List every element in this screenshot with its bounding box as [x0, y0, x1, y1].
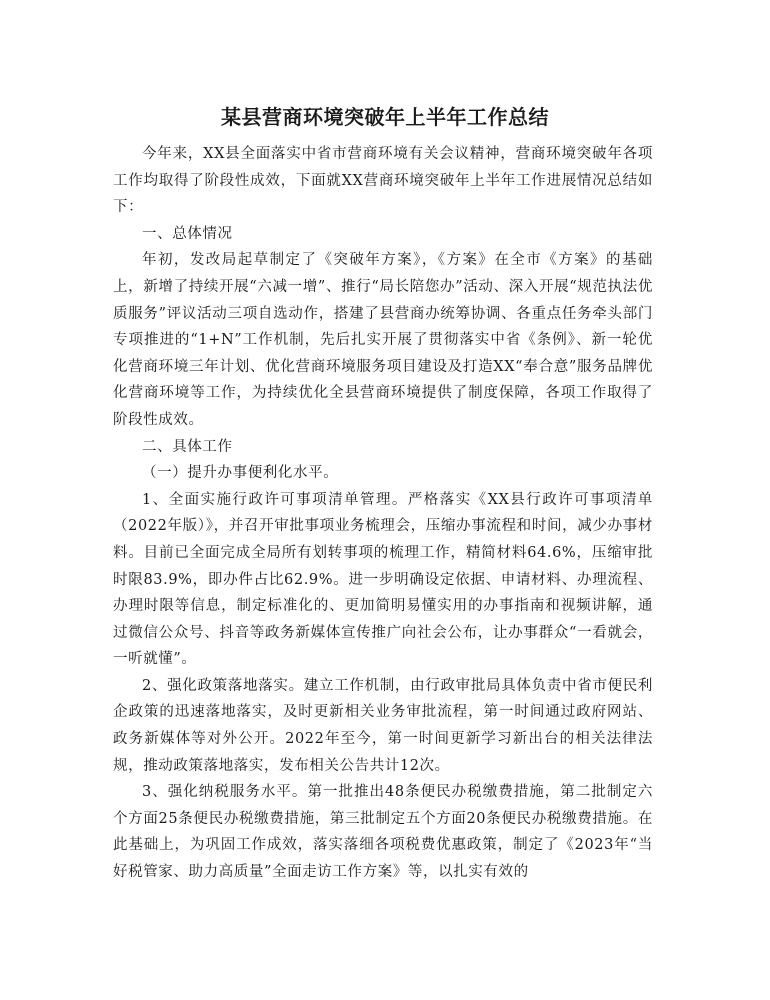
intro-paragraph: 今年来，XX县全面落实中省市营商环境有关会议精神，营商环境突破年各项工作均取得了阶段性成效，下面就XX营商环境突破年上半年工作进展情况总结如下：	[113, 146, 653, 216]
section-2-item-1: 1、全面实施行政许可事项清单管理。严格落实《XX县行政许可事项清单（2022年版）》，并召开审批事项业务梳理会，压缩办事流程和时间，减少办事材料。目前已全面完成全局所有划转事项的梳理工作，精简材料64.6%，压缩审批时限83.9%，即办件占比62.9%。进一步明确设定依据、申请材料、办理流程、办理时限等信息，制定标准化的、更加简明易懂实用的办事指南和视频讲解，通过微信公众号、抖音等政务新媒体宣传推广向社会公布，让办事群众“一看就会，一听就懂”。	[113, 491, 653, 668]
document-title: 某县营商环境突破年上半年工作总结	[221, 105, 549, 129]
section-1-heading: 一、总体情况	[142, 225, 233, 242]
document-body	[113, 141, 653, 886]
section-1-paragraph: 年初，发改局起草制定了《突破年方案》，《方案》在全市《方案》的基础上，新增了持续开展“六减一增”、推行“局长陪您办”活动、深入开展“规范执法优质服务”评议活动三项自选动作，搭建了县营商办统筹协调、各重点任务牵头部门专项推进的“1+N”工作机制，先后扎实开展了贯彻落实中省《条例》、新一轮优化营商环境三年计划、优化营商环境服务项目建设及打造XX“奉合意”服务品牌优化营商环境等工作，为持续优化全县营商环境提供了制度保障，各项工作取得了阶段性成效。	[113, 252, 653, 428]
section-2-item-3: 3、强化纳税服务水平。第一批推出48条便民办税缴费措施，第二批制定六个方面25条便民办税缴费措施，第三批制定五个方面20条便民办税缴费措施。在此基础上，为巩固工作成效，落实落细各项税费优惠政策，制定了《2023年“当好税管家、助力高质量”全面走访工作方案》等，以扎实有效的	[113, 784, 653, 881]
section-2-subheading: （一）提升办事便利化水平。	[142, 465, 339, 482]
section-2-heading: 二、具体工作	[142, 438, 233, 455]
section-2-item-2: 2、强化政策落地落实。建立工作机制，由行政审批局具体负责中省市便民利企政策的迅速落地落实，及时更新相关业务审批流程，第一时间通过政府网站、政务新媒体等对外公开。2022年至今，第一时间更新学习新出台的相关法律法规，推动政策落地落实，发布相关公告共计12次。	[113, 677, 653, 774]
